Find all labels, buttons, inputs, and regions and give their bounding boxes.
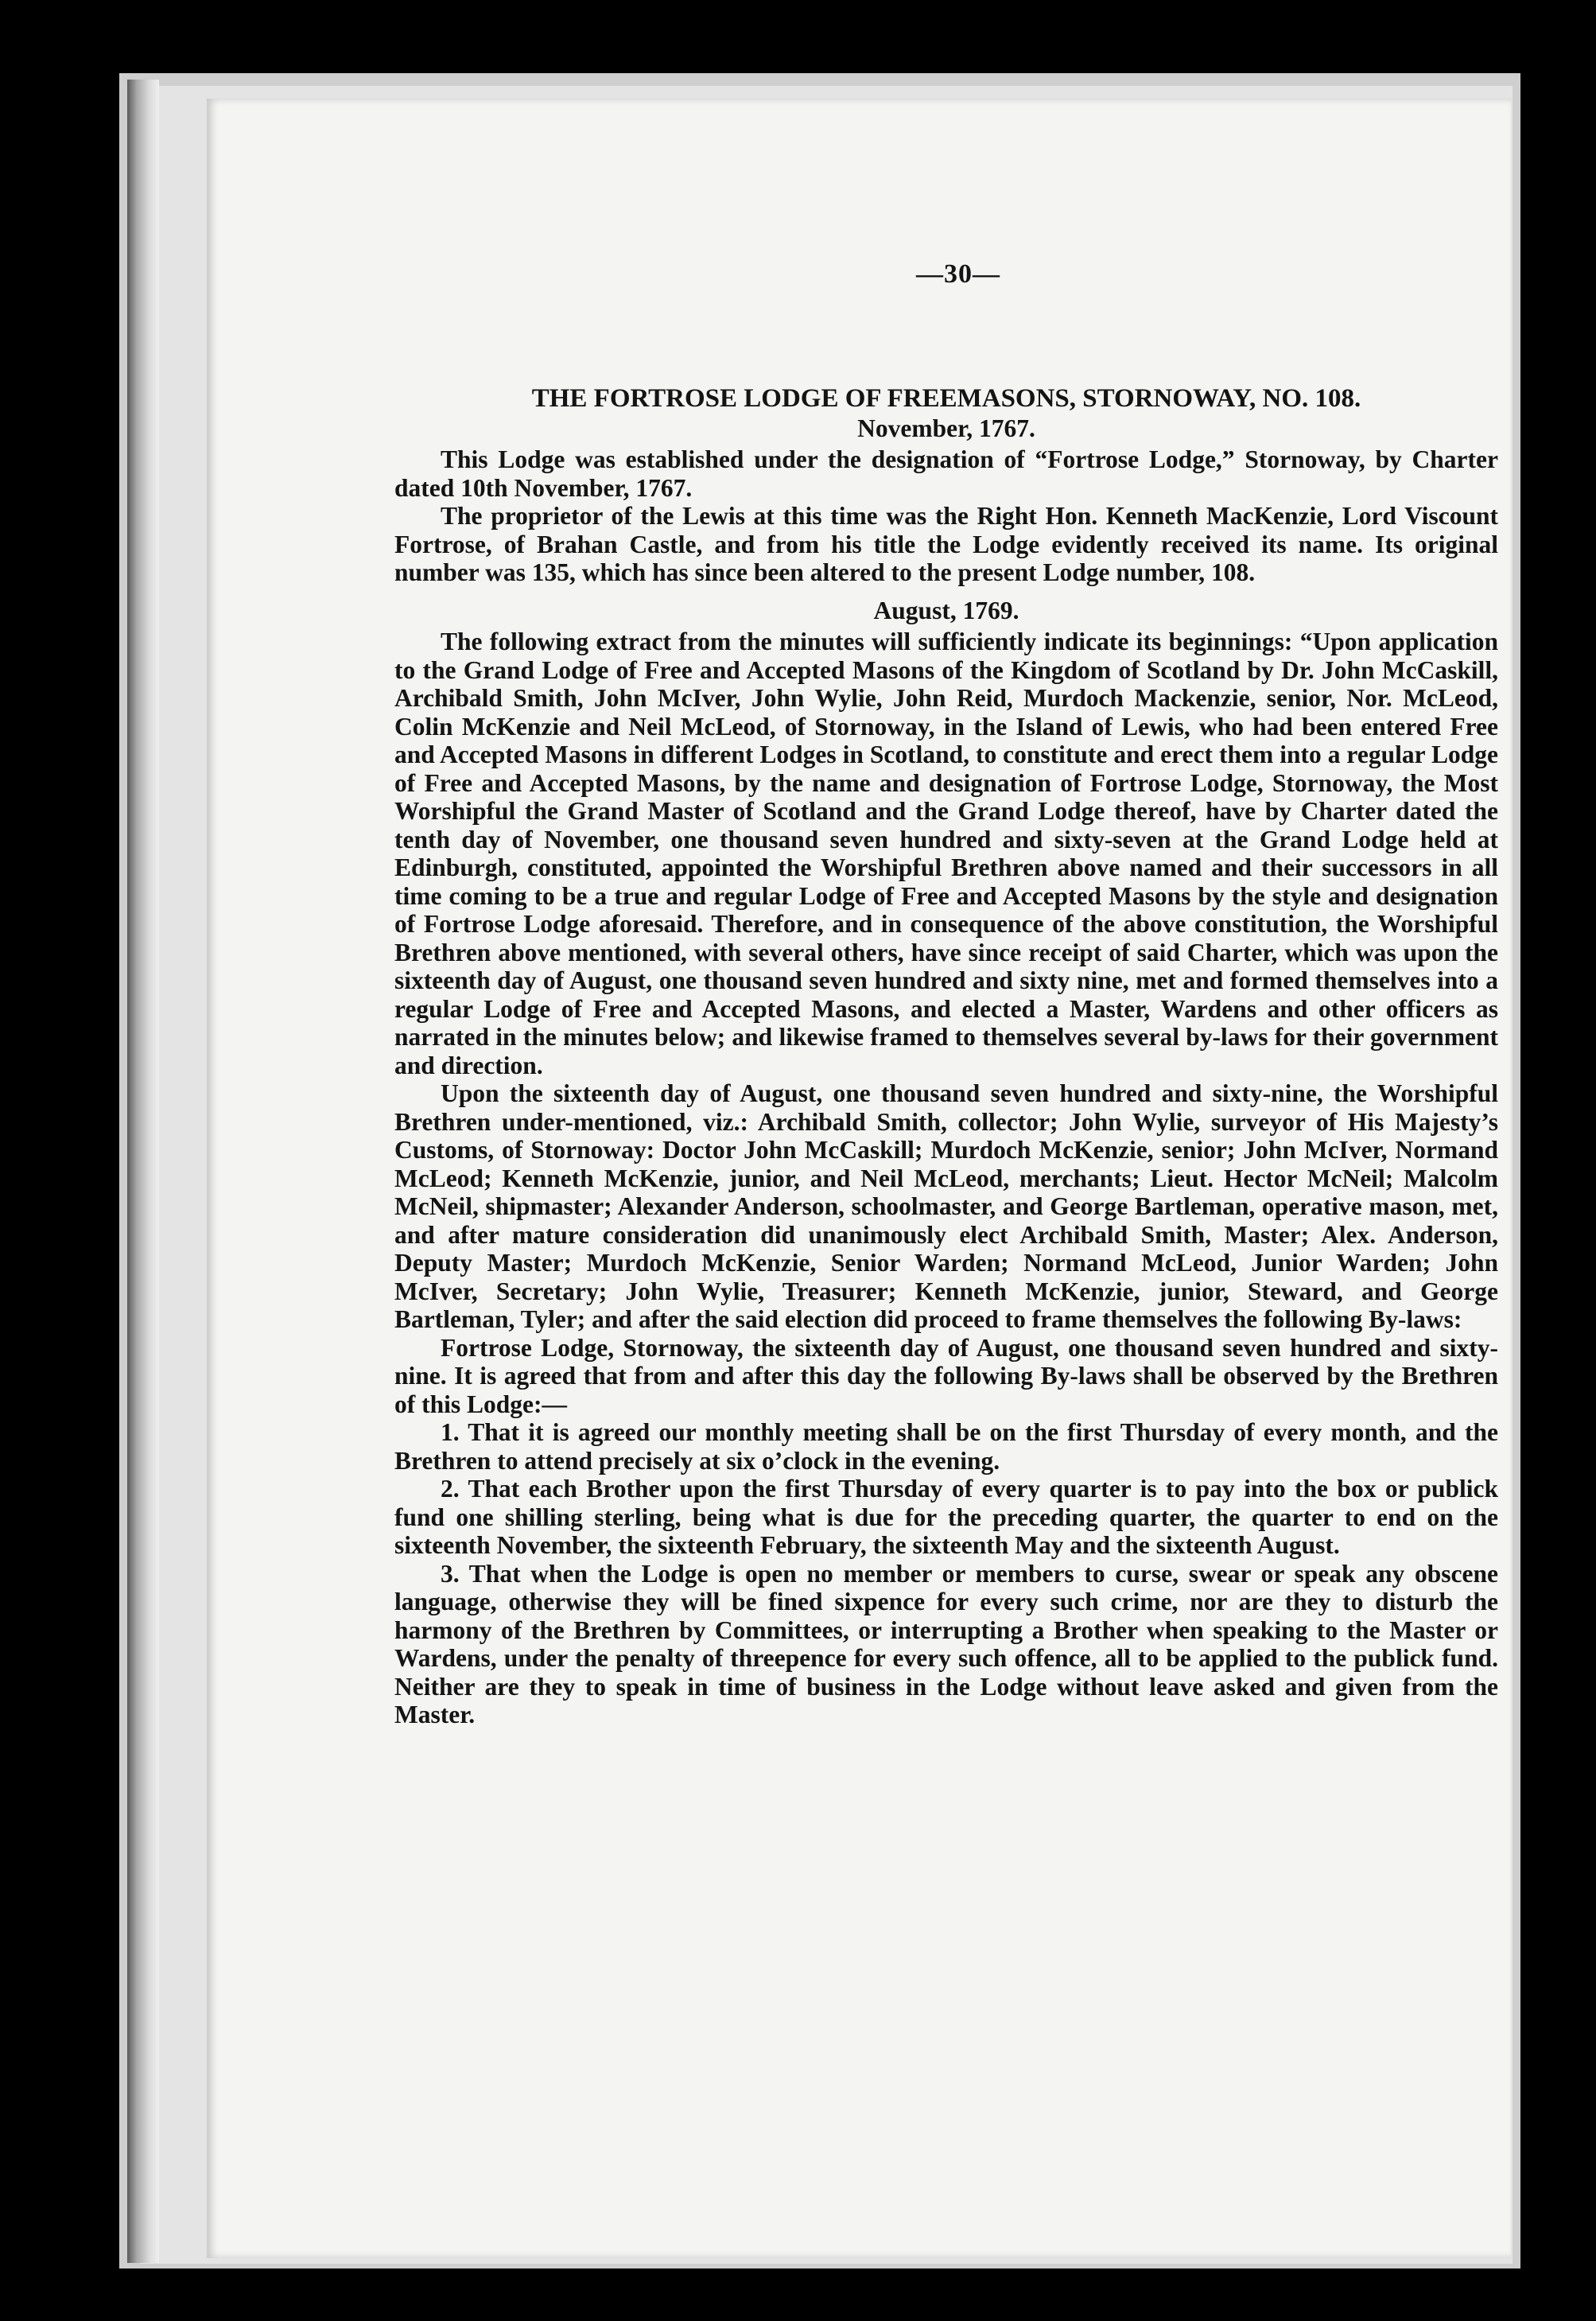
paragraph: Fortrose Lodge, Stornoway, the sixteenth day of August, one thousand seven hundred and sixty-nine. It is agreed that from and after this day the following By-laws shall be observed by the Brethren of this Lodge:— bbox=[394, 1333, 1498, 1418]
paragraph: Upon the sixteenth day of August, one thousand seven hundred and sixty-nine, the Worshipful Brethren under-mentioned, viz.: Archibald Smith, collector; John Wylie, surveyor of His Majesty’s Customs, of Stornoway: Doctor John McCaskill; Murdoch McKenzie, senior; John McIver, Normand McLeod; Kenneth McKenzie, junior, and Neil McLeod, merchants; Lieut. Hector McNeil; Malcolm McNeil, shipmaster; Alexander Anderson, schoolmaster, and George Bartleman, operative mason, met, and after mature consideration did unanimously elect Archibald Smith, Master; Alex. Anderson, Deputy Master; Murdoch McKenzie, Senior Warden; Normand McLeod, Junior Warden; John McIver, Secretary; John Wylie, Treasurer; Kenneth McKenzie, junior, Steward, and George Bartleman, Tyler; and after the said election did proceed to frame themselves the following By-laws: bbox=[394, 1079, 1498, 1333]
section-date: August, 1769. bbox=[873, 596, 1019, 624]
bylaw-item: 2. That each Brother upon the first Thursday of every quarter is to pay into the box or publick fund one shilling sterling, being what is due for the preceding quarter, the quarter to end on the sixteenth November, the sixteenth February, the sixteenth May and the sixteenth August. bbox=[394, 1475, 1498, 1559]
chapter-title: THE FORTROSE LODGE OF FREEMASONS, STORNOWAY, NO. 108. bbox=[531, 383, 1361, 413]
bylaw-item: 3. That when the Lodge is open no member or members to curse, swear or speak any obscene language, otherwise they will be fined sixpence for every such crime, nor are they to disturb the harmony of the Brethren by Committees, or interrupting a Brother when speaking to the Master or Wardens, under the penalty of threepence for every such offence, all to be applied to the publick fund. Neither are they to speak in time of business in the Lodge without leave asked and given from the Master. bbox=[394, 1559, 1498, 1728]
section-date: November, 1767. bbox=[857, 414, 1035, 442]
paragraph: The following extract from the minutes will sufficiently indicate its beginnings: “Upon application to the Grand Lodge of Free and Accepted Masons of the Kingdom of Scotland by Dr. John McCaskill, Archibald Smith, John McIver, John Wylie, John Reid, Murdoch Mackenzie, senior, Nor. McLeod, Colin McKenzie and Neil McLeod, of Stornoway, in the Island of Lewis, who had been entered Free and Accepted Masons in different Lodges in Scotland, to constitute and erect them into a regular Lodge of Free and Accepted Masons, by the name and designation of Fortrose Lodge, Stornoway, the Most Worshipful the Grand Master of Scotland and the Grand Lodge thereof, have by Charter dated the tenth day of November, one thousand seven hundred and sixty-seven at the Grand Lodge held at Edinburgh, constituted, appointed the Worshipful Brethren above named and their successors in all time coming to be a true and regular Lodge of Free and Accepted Masons by the style and designation of Fortrose Lodge aforesaid. Therefore, and in consequence of the above constitution, the Worshipful Brethren above mentioned, with several others, have since receipt of said Charter, which was upon the sixteenth day of August, one thousand seven hundred and sixty nine, met and formed themselves into a regular Lodge of Free and Accepted Masons, and elected a Master, Wardens and other officers as narrated in the minutes below; and likewise framed to themselves several by-laws for their government and direction. bbox=[394, 628, 1498, 1079]
page-number: —30— bbox=[916, 259, 1000, 289]
paragraph: This Lodge was established under the designation of “Fortrose Lodge,” Stornoway, by Charter dated 10th November, 1767. bbox=[394, 445, 1498, 502]
paragraph: The proprietor of the Lewis at this time was the Right Hon. Kenneth MacKenzie, Lord Viscount Fortrose, of Brahan Castle, and from his title the Lodge evidently received its name. Its original number was 135, which has since been altered to the present Lodge number, 108. bbox=[394, 502, 1498, 586]
page-text-block bbox=[394, 260, 1498, 1729]
book-binding-edge bbox=[127, 80, 159, 2263]
book-page bbox=[207, 99, 1511, 2258]
bylaw-item: 1. That it is agreed our monthly meeting shall be on the first Thursday of every month, and the Brethren to attend precisely at six o’clock in the evening. bbox=[394, 1418, 1498, 1475]
